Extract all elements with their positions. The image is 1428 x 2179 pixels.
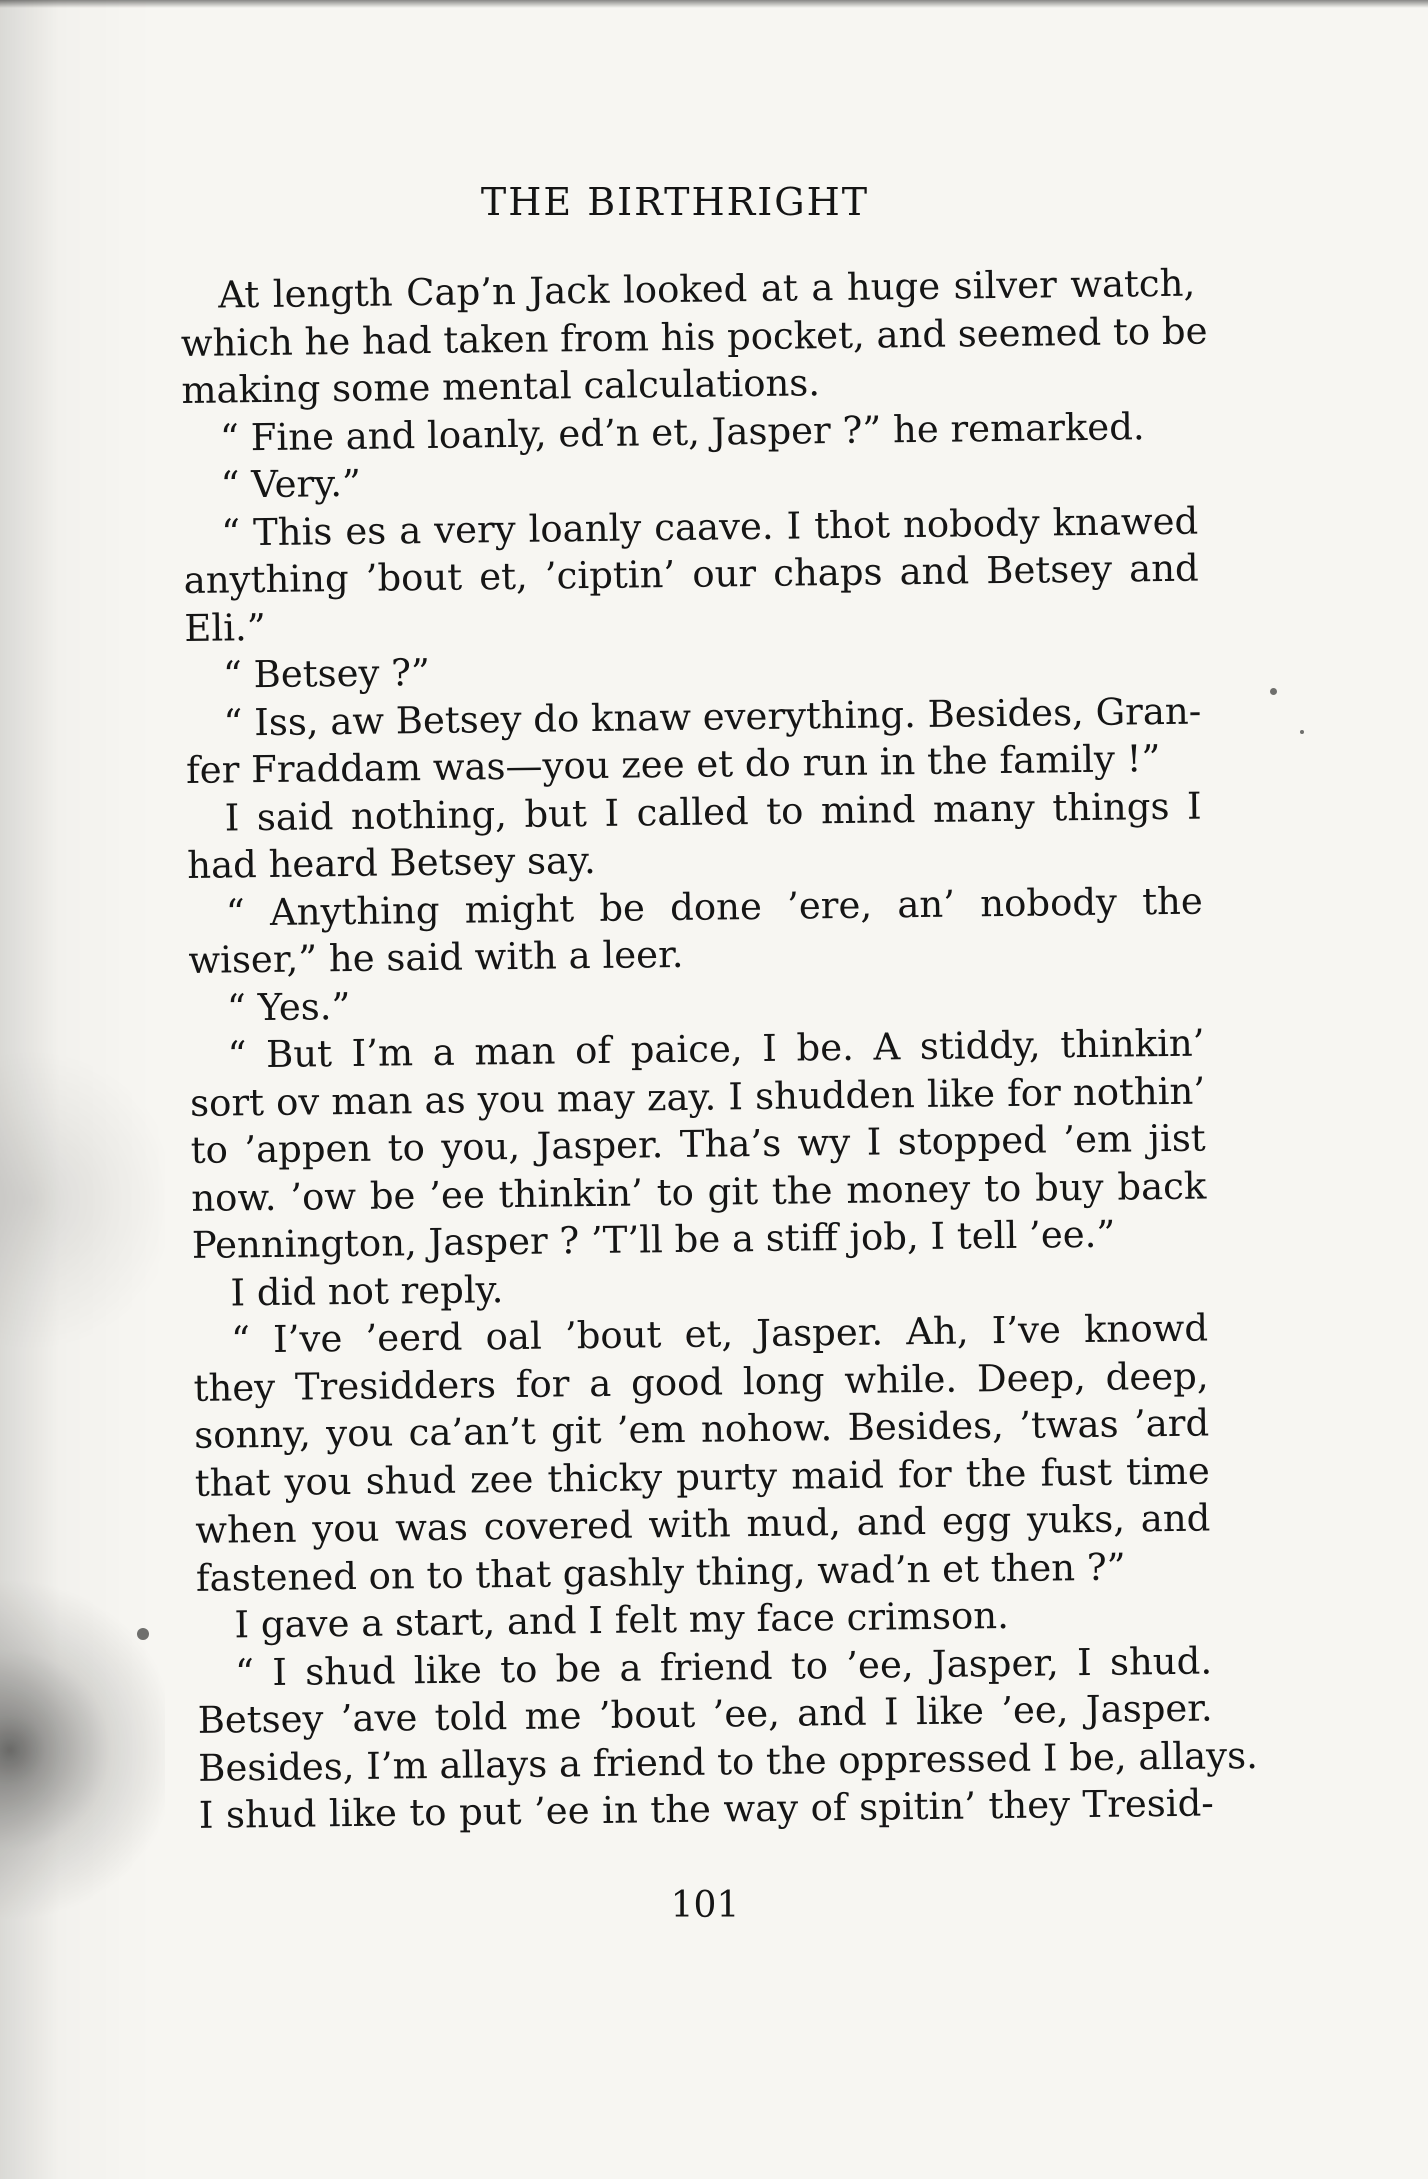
print-speck [1300,730,1304,734]
text-line: At length Cap’n Jack looked at a huge silver watch, [218,261,1196,317]
text-line: “ Very.” [220,461,362,507]
text-line: I shud like to put ’ee in the way of spitin’ they Tresid- [198,1781,1215,1837]
page-number: 101 [670,1885,740,1926]
text-line: “ I shud like to be a friend to ’ee, Jasper, I shud. [234,1638,1213,1694]
text-line: making some mental calculations. [181,361,821,412]
text-line: Pennington, Jasper ? ’T’ll be a stiff job, I tell ’ee.” [191,1212,1116,1267]
text-line: “ But I’m a man of paice, I be. A stiddy, thinkin’ [227,1021,1205,1077]
text-line: “ Yes.” [226,984,351,1029]
text-line: fer Fraddam was—you zee et do run in the family !” [185,737,1161,792]
scan-shadow [0,0,165,2179]
text-line: now. ’ow be ’ee thinkin’ to git the money to buy back [191,1164,1207,1220]
text-line: sort ov man as you may zay. I shudden like for nothin’ [189,1069,1206,1125]
text-line: “ I’ve ’eerd oal ’bout et, Jasper. Ah, I’ve knowd [230,1306,1209,1362]
running-head: THE BIRTHRIGHT [480,180,870,224]
text-line: “ Betsey ?” [222,650,431,697]
print-speck [137,1628,149,1640]
text-line: “ Fine and loanly, ed’n et, Jasper ?” he remarked. [219,404,1145,460]
text-line: when you was covered with mud, and egg yuks, and [195,1496,1211,1552]
text-line: I did not reply. [230,1267,504,1314]
text-line: Besides, I’m allays a friend to the oppressed I be, allays. [198,1733,1259,1790]
text-line: sonny, you ca’an’t git ’em nohow. Besides, ’twas ’ard [193,1401,1210,1457]
text-line: to ’appen to you, Jasper. Tha’s wy I stopped ’em jist [190,1116,1206,1172]
print-speck [1270,688,1277,695]
text-line: I said nothing, but I called to mind many things I [224,784,1202,839]
text-line: which he had taken from his pocket, and seemed to be [180,308,1208,365]
text-line: fastened on to that gashly thing, wad’n et then ?” [195,1545,1126,1600]
text-line: “ This es a very loanly caave. I thot nobody knawed [220,499,1199,555]
text-line: that you shud zee thicky purty maid for the fust time [194,1449,1210,1505]
text-line: wiser,” he said with a leer. [188,932,684,982]
text-line: they Tresidders for a good long while. Deep, deep, [193,1354,1209,1410]
text-line: Betsey ’ave told me ’bout ’ee, and I like ’ee, Jasper. [197,1686,1213,1742]
text-line: anything ’bout et, ’ciptin’ our chaps and Betsey and [183,546,1199,602]
text-line: had heard Betsey say. [186,838,597,887]
text-line: Eli.” [184,605,266,650]
scan-top-edge [0,0,1428,8]
page-text [180,260,1259,1840]
text-line: “ Iss, aw Betsey do knaw everything. Besides, Gran- [223,689,1202,745]
text-line: “ Anything might be done ’ere, an’ nobody the [225,879,1204,934]
text-line: I gave a start, and I felt my face crimson. [234,1593,1010,1647]
